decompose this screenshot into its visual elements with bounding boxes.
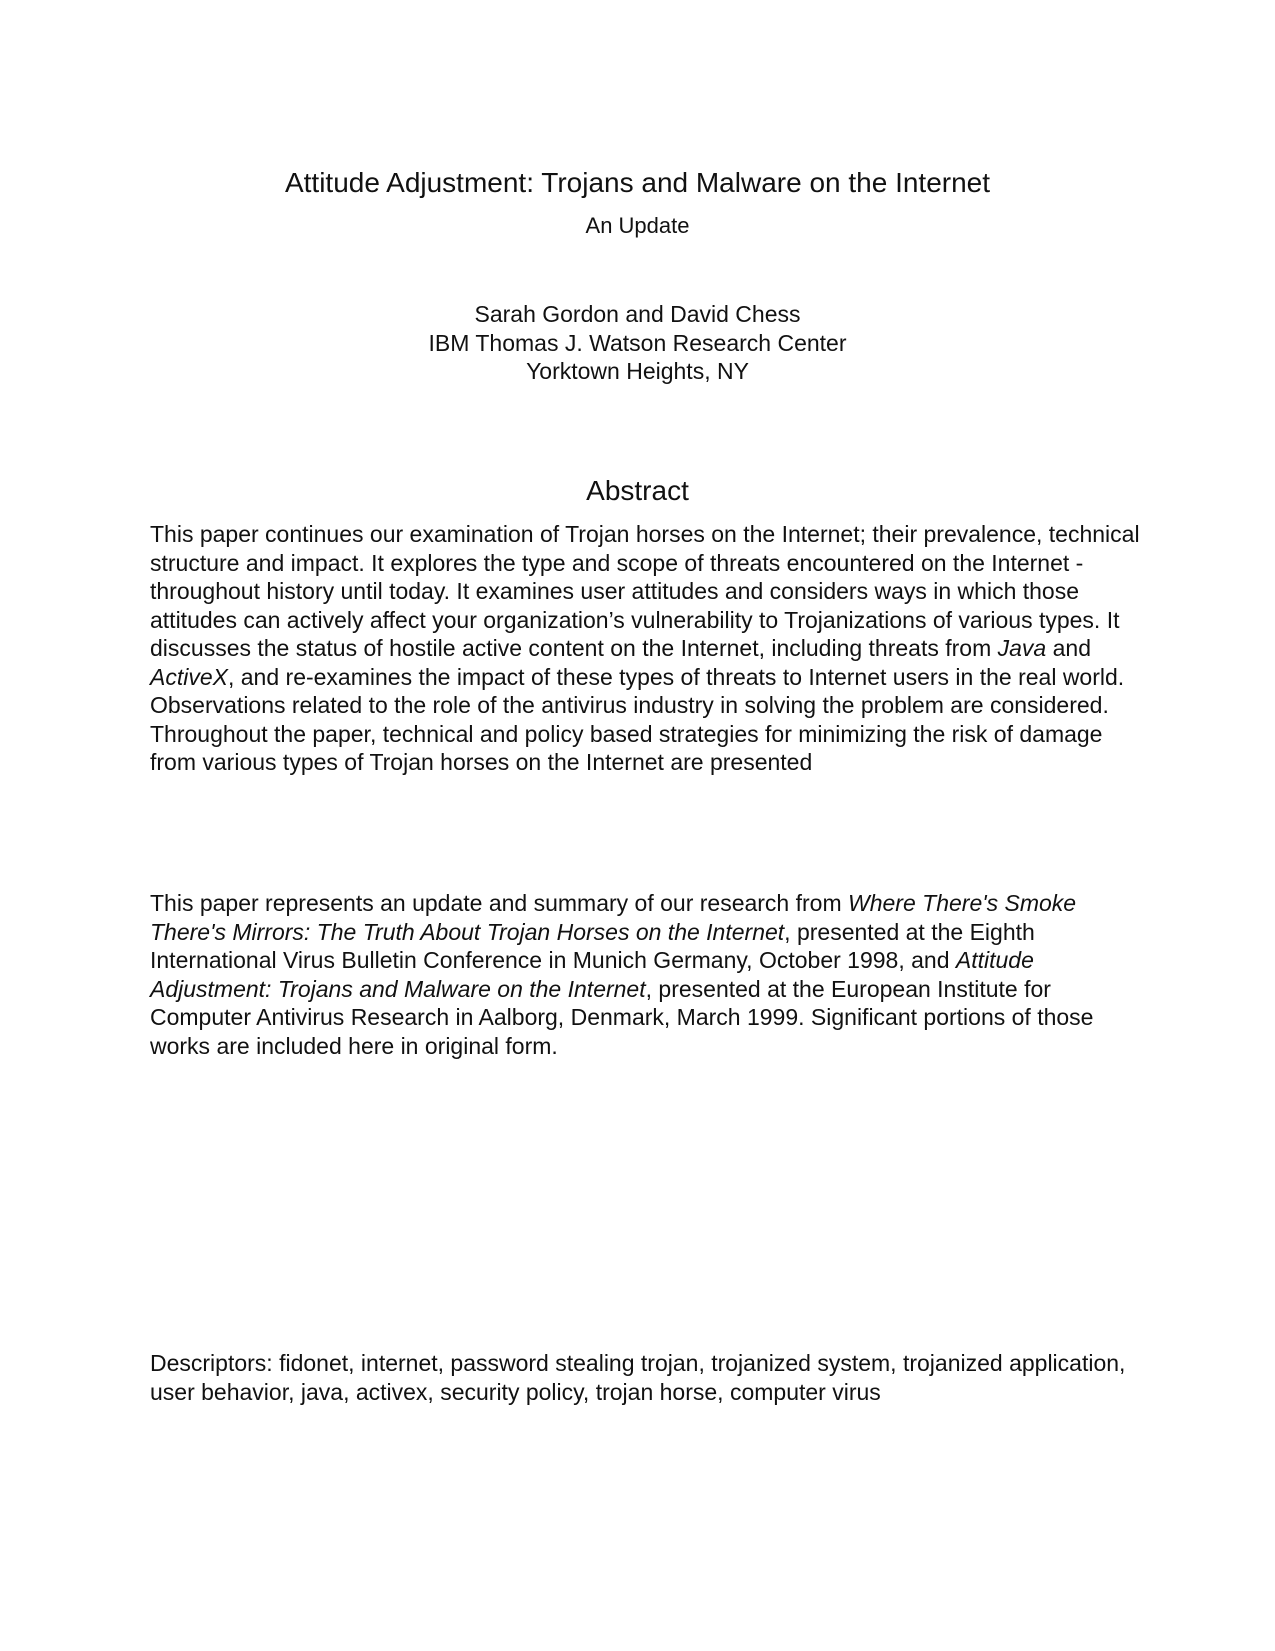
paper-subtitle: An Update: [585, 213, 690, 238]
descriptors-paragraph: Descriptors: fidonet, internet, password stealing trojan, trojanized system, trojanized application, user behavior, java, activex, security policy, trojan horse, computer virus: [150, 1350, 1126, 1405]
author-names: Sarah Gordon and David Chess: [474, 301, 801, 327]
update-work1-title: Where There's Smoke There's Mirrors: The Truth About Trojan Horses on the Internet: [150, 890, 1077, 945]
abstract-text-part1: This paper continues our examination of Trojan horses on the Internet; their prevalence, technical structure and impact. It explores the type and scope of threats encountered on the Internet - throughout history until today. It examines user attitudes and considers ways in which those attitudes can actively affect your organization’s vulnerability to Trojanizations of various types. It discusses the status of hostile active content on the Internet, including threats from: [150, 521, 1140, 661]
author-location: Yorktown Heights, NY: [526, 358, 749, 384]
update-text-part2: , presented at the Eighth International Virus Bulletin Conference in Munich Germany, October 1998, and: [150, 918, 1035, 973]
author-block: [0, 300, 1275, 386]
update-text-part1: This paper represents an update and summary of our research from: [150, 890, 849, 916]
abstract-text-part2: , and re-examines the impact of these types of threats to Internet users in the real world. Observations related to the role of the antivirus industry in solving the problem are considered. Throughout the paper, technical and policy based strategies for minimizing the risk of damage from various types of Trojan horses on the Internet are presented: [150, 663, 1125, 775]
abstract-and: and: [1046, 635, 1091, 661]
update-work2-title: Attitude Adjustment: Trojans and Malware on the Internet: [150, 947, 1034, 1002]
abstract-heading: Abstract: [586, 475, 689, 506]
abstract-paragraph: [150, 520, 1150, 777]
abstract-java: Java: [997, 635, 1047, 661]
update-paragraph: [150, 889, 1150, 1060]
author-affiliation: IBM Thomas J. Watson Research Center: [428, 329, 847, 356]
paper-title: Attitude Adjustment: Trojans and Malware on the Internet: [284, 167, 991, 198]
abstract-activex: ActiveX: [150, 663, 228, 690]
update-text-part3: , presented at the European Institute for Computer Antivirus Research in Aalborg, Denmark, March 1999. Significant portions of those works are included here in original form.: [150, 975, 1094, 1059]
